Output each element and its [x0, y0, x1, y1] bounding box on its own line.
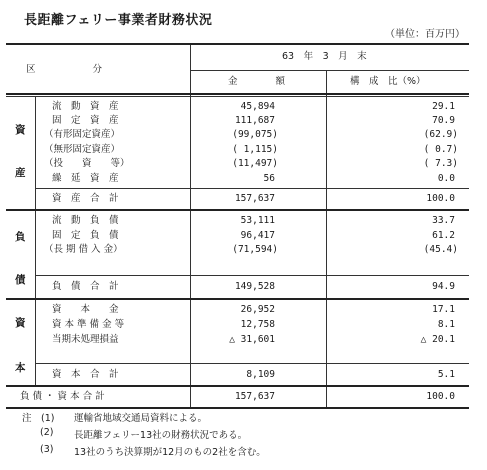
header-category: 区 分	[26, 64, 103, 75]
note-item: (2) 長距離フェリー13社の財務状況である。	[40, 427, 248, 441]
note-item: 注 (1) 運輸省地域交通局資料による。	[22, 413, 208, 424]
header-period: 63 年 3 月 末	[282, 51, 367, 62]
unit-label: （単位：百万円）	[385, 29, 465, 40]
section-label: 資	[15, 124, 26, 136]
section-label: 資	[15, 317, 26, 329]
financial-table: 区 分 63 年 3 月 末 金 額 構 成 比（%） 資 産 流 動 資 産 45,894 29.1 固 定 資 産 111,687 70.9 （有形固定資産） (99,075) (62.9) （無形固定資産） ( 1,115) ( 0.7) （投 資 等） (11,497) ( 7.3) 繰 延 資 産 56 0.0 資 産 合 計 157,637 100.0 負 債 流 動 負 債 53,111 33.7 固 定 負 債 96,417 61.2 （長 期 借 入 金） (71,594) (45.4) 負 債 合 計 149,528 94.9 資 本 資 本 金 26,952 17.1 資 本 準 備 金 等 12,758 8.1 当期未処理損益 △ 31,601 △ 20.1 資 本 合 計 8,109 5.1 負 債 ・ 資 本 合 計 157,637 100.0	[6, 43, 469, 409]
note-item: (3) 13社のうち決算期が12月のもの2社を含む。	[40, 444, 266, 458]
section-label: 本	[15, 362, 26, 374]
header-amount: 金 額	[228, 76, 286, 87]
header-ratio: 構 成 比（%）	[350, 76, 426, 87]
page-title: 長距離フェリー事業者財務状況	[24, 13, 213, 28]
section-label: 産	[15, 167, 26, 179]
section-label: 債	[15, 274, 26, 286]
section-label: 負	[15, 231, 26, 243]
